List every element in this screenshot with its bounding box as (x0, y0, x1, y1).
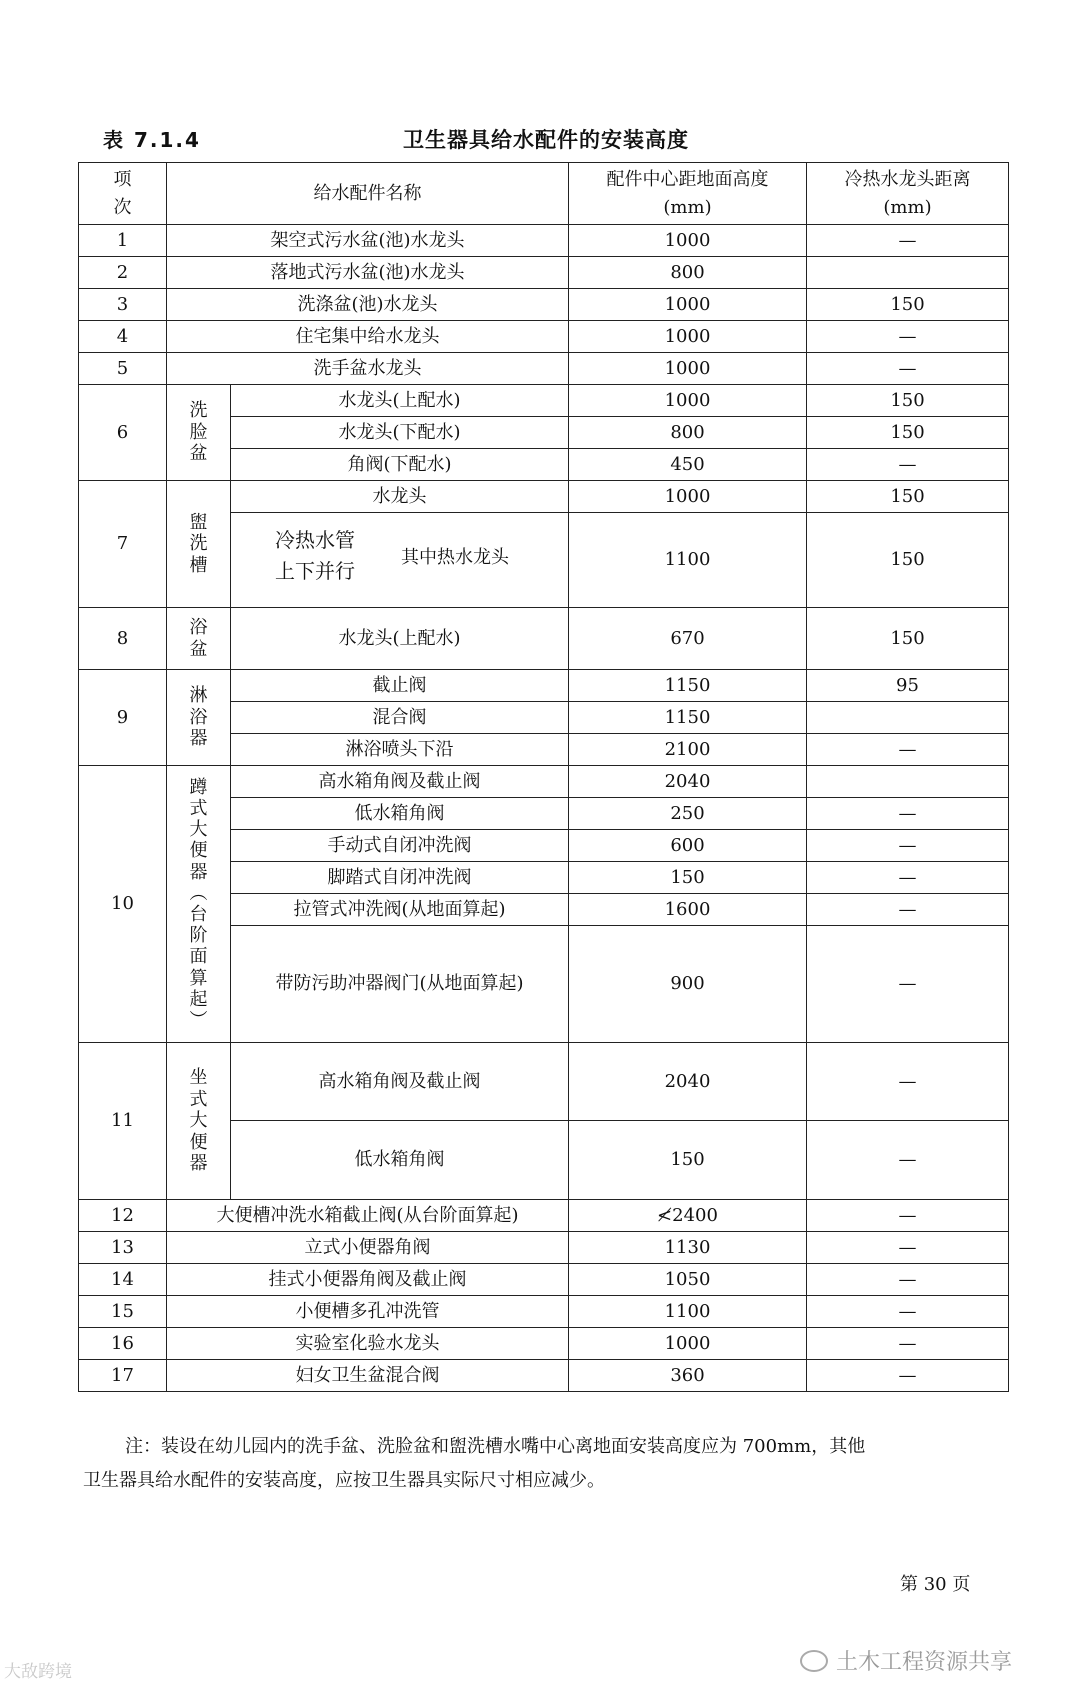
category-cell: 淋 浴 器 (167, 670, 231, 766)
height-value: 1000 (569, 289, 807, 321)
row-index: 17 (79, 1360, 167, 1392)
header-height: 配件中心距地面高度 (mm) (569, 163, 807, 225)
row-index: 9 (79, 670, 167, 766)
table-row (79, 289, 1009, 321)
distance-value: — (807, 1232, 1009, 1264)
distance-value: 95 (807, 670, 1009, 702)
wechat-icon (800, 1650, 828, 1672)
page-number: 第 30 页 (900, 1574, 971, 1595)
distance-value: — (807, 321, 1009, 353)
row-index: 7 (79, 481, 167, 608)
fitting-name: 落地式污水盆(池)水龙头 (167, 257, 569, 289)
height-value: 150 (569, 862, 807, 894)
height-value: 1050 (569, 1264, 807, 1296)
title-row (103, 124, 1003, 156)
table-row (79, 670, 1009, 702)
table-row (79, 353, 1009, 385)
distance-value: — (807, 734, 1009, 766)
pipe-description: 冷热水管 上下并行 (275, 528, 355, 583)
height-value: 250 (569, 798, 807, 830)
table-number: 表 7.1.4 (103, 128, 201, 152)
fitting-name: 水龙头 (231, 481, 569, 513)
height-value: ≮2400 (569, 1200, 807, 1232)
row-index: 11 (79, 1043, 167, 1200)
fitting-name: 低水箱角阀 (231, 798, 569, 830)
height-value: 670 (569, 608, 807, 670)
table-row (79, 1360, 1009, 1392)
table-row (79, 1043, 1009, 1121)
fitting-name: 高水箱角阀及截止阀 (231, 766, 569, 798)
distance-value: 150 (807, 608, 1009, 670)
distance-value: — (807, 926, 1009, 1043)
row-index: 1 (79, 225, 167, 257)
distance-value: — (807, 449, 1009, 481)
fitting-name: 架空式污水盆(池)水龙头 (167, 225, 569, 257)
header-name: 给水配件名称 (167, 163, 569, 225)
header-row (79, 163, 1009, 225)
height-value: 1000 (569, 321, 807, 353)
fitting-name: 住宅集中给水龙头 (167, 321, 569, 353)
fitting-name: 小便槽多孔冲洗管 (167, 1296, 569, 1328)
table-row (79, 1296, 1009, 1328)
height-value: 600 (569, 830, 807, 862)
table-row (79, 608, 1009, 670)
distance-value (807, 257, 1009, 289)
watermark-right-text: 土木工程资源共享 (836, 1650, 1013, 1675)
header-index: 项 次 (79, 163, 167, 225)
row-index: 14 (79, 1264, 167, 1296)
table-row (79, 1328, 1009, 1360)
distance-value: — (807, 830, 1009, 862)
height-value: 900 (569, 926, 807, 1043)
fitting-name: 脚踏式自闭冲洗阀 (231, 862, 569, 894)
row-index: 8 (79, 608, 167, 670)
table-row (79, 1200, 1009, 1232)
pipe-fitting-cell (231, 513, 569, 608)
fitting-name: 其中热水龙头 (401, 547, 509, 568)
table-note (83, 1430, 1008, 1498)
height-value: 2040 (569, 766, 807, 798)
height-value: 360 (569, 1360, 807, 1392)
distance-value: 150 (807, 513, 1009, 608)
distance-value: — (807, 1296, 1009, 1328)
height-value: 1130 (569, 1232, 807, 1264)
category-cell: 盥 洗 槽 (167, 481, 231, 608)
distance-value: — (807, 1360, 1009, 1392)
table-row (79, 225, 1009, 257)
category-cell: 蹲 式 大 便 器 ︵ 台 阶 面 算 起 ︶ (167, 766, 231, 1043)
distance-value: — (807, 1328, 1009, 1360)
height-value: 1000 (569, 481, 807, 513)
installation-height-table (78, 162, 1009, 1392)
distance-value: — (807, 1121, 1009, 1200)
watermark-left: 大敌跨境 (4, 1662, 72, 1682)
height-value: 2040 (569, 1043, 807, 1121)
fitting-name: 妇女卫生盆混合阀 (167, 1360, 569, 1392)
category-cell: 坐 式 大 便 器 (167, 1043, 231, 1200)
distance-value: — (807, 1200, 1009, 1232)
row-index: 6 (79, 385, 167, 481)
height-value: 1000 (569, 385, 807, 417)
table-row (79, 1232, 1009, 1264)
distance-value: — (807, 353, 1009, 385)
fitting-name: 淋浴喷头下沿 (231, 734, 569, 766)
row-index: 13 (79, 1232, 167, 1264)
table-row (79, 385, 1009, 417)
height-value: 1100 (569, 1296, 807, 1328)
height-value: 1100 (569, 513, 807, 608)
table-title: 卫生器具给水配件的安装高度 (403, 128, 689, 152)
height-value: 2100 (569, 734, 807, 766)
table-row (79, 766, 1009, 798)
fitting-name: 拉管式冲洗阀(从地面算起) (231, 894, 569, 926)
distance-value: 150 (807, 385, 1009, 417)
table-row (79, 321, 1009, 353)
distance-value: — (807, 894, 1009, 926)
height-value: 1150 (569, 702, 807, 734)
row-index: 16 (79, 1328, 167, 1360)
distance-value: — (807, 1043, 1009, 1121)
fitting-name: 水龙头(上配水) (231, 385, 569, 417)
distance-value (807, 702, 1009, 734)
row-index: 10 (79, 766, 167, 1043)
distance-value: 150 (807, 289, 1009, 321)
height-value: 800 (569, 417, 807, 449)
distance-value: — (807, 225, 1009, 257)
category-cell: 浴 盆 (167, 608, 231, 670)
row-index: 3 (79, 289, 167, 321)
fitting-name: 大便槽冲洗水箱截止阀(从台阶面算起) (167, 1200, 569, 1232)
fitting-name: 立式小便器角阀 (167, 1232, 569, 1264)
distance-value: 150 (807, 481, 1009, 513)
height-value: 1000 (569, 353, 807, 385)
distance-value: — (807, 1264, 1009, 1296)
fitting-name: 挂式小便器角阀及截止阀 (167, 1264, 569, 1296)
fitting-name: 洗手盆水龙头 (167, 353, 569, 385)
fitting-name: 洗涤盆(池)水龙头 (167, 289, 569, 321)
note-line-1: 注：装设在幼儿园内的洗手盆、洗脸盆和盥洗槽水嘴中心离地面安装高度应为 700mm，其他 (125, 1436, 866, 1457)
fitting-name: 高水箱角阀及截止阀 (231, 1043, 569, 1121)
row-index: 15 (79, 1296, 167, 1328)
height-value: 450 (569, 449, 807, 481)
height-value: 150 (569, 1121, 807, 1200)
height-value: 1000 (569, 1328, 807, 1360)
fitting-name: 带防污助冲器阀门(从地面算起) (231, 926, 569, 1043)
fitting-name: 手动式自闭冲洗阀 (231, 830, 569, 862)
table-row (79, 257, 1009, 289)
height-value: 800 (569, 257, 807, 289)
row-index: 5 (79, 353, 167, 385)
row-index: 2 (79, 257, 167, 289)
height-value: 1150 (569, 670, 807, 702)
fitting-name: 实验室化验水龙头 (167, 1328, 569, 1360)
fitting-name: 水龙头(下配水) (231, 417, 569, 449)
distance-value: — (807, 862, 1009, 894)
note-line-2: 卫生器具给水配件的安装高度，应按卫生器具实际尺寸相应减少。 (83, 1470, 605, 1491)
header-distance: 冷热水龙头距离 (mm) (807, 163, 1009, 225)
table-row (79, 481, 1009, 513)
fitting-name: 低水箱角阀 (231, 1121, 569, 1200)
fitting-name: 混合阀 (231, 702, 569, 734)
fitting-name: 角阀(下配水) (231, 449, 569, 481)
distance-value: — (807, 798, 1009, 830)
distance-value (807, 766, 1009, 798)
fitting-name: 截止阀 (231, 670, 569, 702)
distance-value: 150 (807, 417, 1009, 449)
fitting-name: 水龙头(上配水) (231, 608, 569, 670)
row-index: 4 (79, 321, 167, 353)
height-value: 1600 (569, 894, 807, 926)
category-cell: 洗 脸 盆 (167, 385, 231, 481)
row-index: 12 (79, 1200, 167, 1232)
table-row (79, 1264, 1009, 1296)
height-value: 1000 (569, 225, 807, 257)
watermark-right (800, 1645, 1012, 1676)
